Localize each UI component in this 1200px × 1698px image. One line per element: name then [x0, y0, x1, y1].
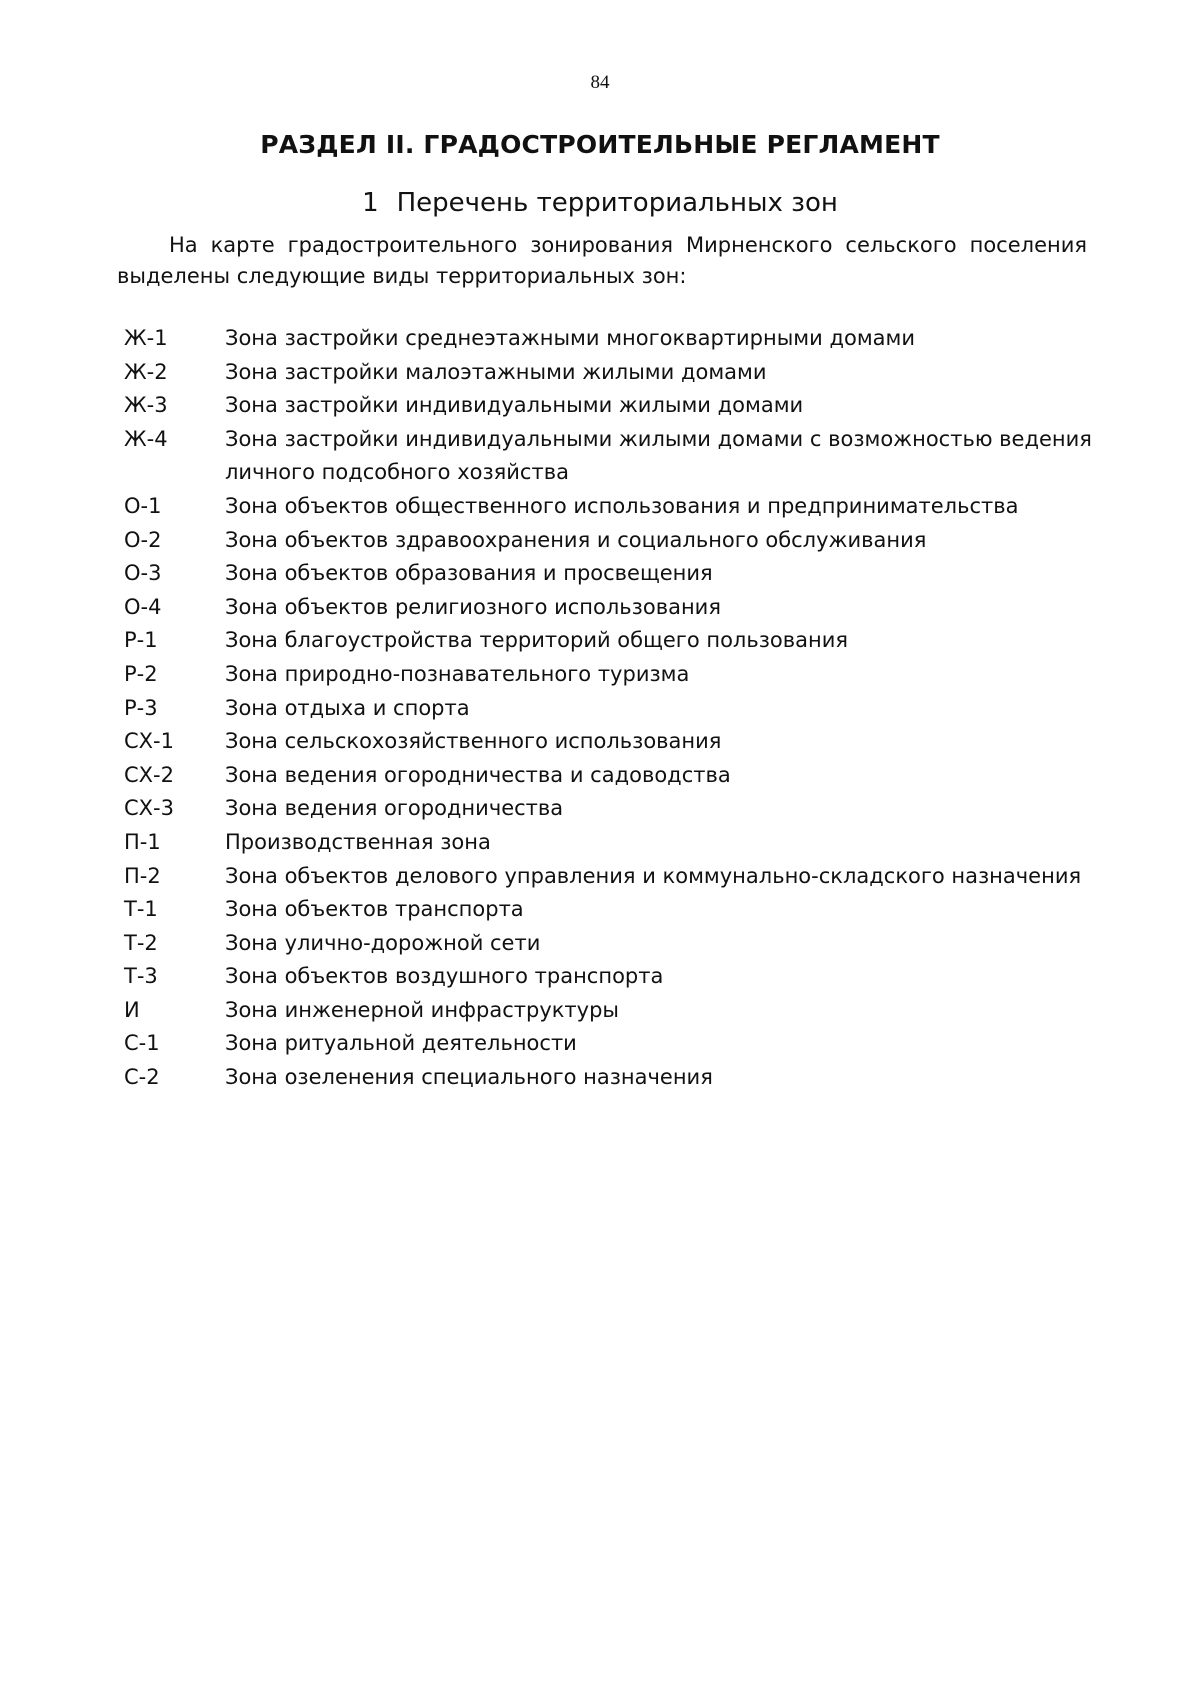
zone-row [124, 826, 1094, 860]
zone-row [124, 557, 1094, 591]
zone-code: Ж-4 [124, 426, 168, 451]
zone-description: Зона инженерной инфраструктуры [225, 997, 620, 1022]
zone-description: Зона ведения огородничества [225, 796, 564, 821]
zone-code: П-1 [124, 829, 161, 854]
zone-row [124, 860, 1094, 894]
zone-row [124, 356, 1094, 390]
zone-description: Зона застройки индивидуальными жилыми домами с возможностью ведения личного подсобного хозяйства [225, 426, 1092, 485]
zone-row [124, 927, 1094, 961]
zone-description: Зона объектов транспорта [225, 897, 524, 922]
zone-code: Ж-2 [124, 359, 168, 384]
zone-code: СХ-2 [124, 762, 174, 787]
zone-code: О-3 [124, 561, 162, 586]
zone-code: Т-2 [124, 930, 158, 955]
zone-description: Зона благоустройства территорий общего пользования [225, 628, 848, 653]
zone-code: Ж-3 [124, 393, 168, 418]
page-number: 84 [590, 72, 610, 93]
zone-code: И [124, 997, 140, 1022]
zone-description: Зона объектов образования и просвещения [225, 561, 713, 586]
zone-description: Зона застройки среднеэтажными многоквартирными домами [225, 326, 916, 350]
zone-code: С-2 [124, 1065, 160, 1090]
zone-code: Р-1 [124, 628, 158, 653]
section-title: РАЗДЕЛ II. ГРАДОСТРОИТЕЛЬНЫЕ РЕГЛАМЕНТ [260, 130, 940, 159]
zone-code: Т-1 [124, 897, 158, 922]
zone-code: О-1 [124, 493, 162, 518]
zone-row [124, 524, 1094, 558]
zone-description: Зона ритуальной деятельности [225, 1031, 577, 1056]
zone-description: Зона природно-познавательного туризма [225, 661, 690, 686]
intro-paragraph: На карте градостроительного зонирования Мирненского сельского поселения выделены следующие виды территориальных зон: [117, 233, 1087, 288]
zone-description: Зона объектов общественного использования и предпринимательства [225, 493, 1019, 518]
zone-row [124, 490, 1094, 524]
zone-description: Зона объектов делового управления и коммунально-складского назначения [225, 863, 1082, 888]
zone-code: О-4 [124, 594, 162, 619]
zone-row [124, 994, 1094, 1028]
zone-code: СХ-1 [124, 729, 174, 754]
subsection-title-text: Перечень территориальных зон [396, 188, 838, 218]
zone-description: Зона ведения огородничества и садоводства [225, 762, 731, 787]
zone-row [124, 591, 1094, 625]
zone-description: Зона сельскохозяйственного использования [225, 729, 722, 754]
zone-row [124, 1027, 1094, 1061]
zone-description: Зона застройки индивидуальными жилыми домами [225, 393, 804, 418]
zone-description: Зона объектов религиозного использования [225, 594, 721, 619]
zone-code: Р-2 [124, 661, 158, 686]
zone-row [124, 792, 1094, 826]
zone-row [124, 960, 1094, 994]
zone-row [124, 725, 1094, 759]
zone-code: Т-3 [124, 964, 158, 989]
zone-row [124, 893, 1094, 927]
zone-row [124, 624, 1094, 658]
zone-description: Зона озеленения специального назначения [225, 1065, 713, 1090]
zone-description: Зона объектов воздушного транспорта [225, 964, 664, 989]
zone-code: Р-3 [124, 695, 158, 720]
zone-description: Зона объектов здравоохранения и социального обслуживания [225, 527, 927, 552]
zone-description: Зона отдыха и спорта [225, 695, 470, 720]
zone-row [124, 423, 1094, 490]
zone-description: Зона застройки малоэтажными жилыми домами [225, 359, 767, 384]
zone-row [124, 692, 1094, 726]
zone-row [124, 322, 1094, 356]
zone-code: П-2 [124, 863, 161, 888]
zone-list [124, 322, 1094, 1095]
zone-row [124, 658, 1094, 692]
subsection-title [0, 188, 1200, 218]
zone-row [124, 759, 1094, 793]
zone-description: Зона улично-дорожной сети [225, 930, 541, 955]
zone-row [124, 389, 1094, 423]
zone-code: О-2 [124, 527, 162, 552]
zone-row [124, 1061, 1094, 1095]
zone-code: С-1 [124, 1031, 160, 1056]
zone-description: Производственная зона [225, 829, 491, 854]
zone-code: СХ-3 [124, 796, 174, 821]
subsection-number: 1 [362, 188, 379, 218]
zone-code: Ж-1 [124, 326, 168, 350]
